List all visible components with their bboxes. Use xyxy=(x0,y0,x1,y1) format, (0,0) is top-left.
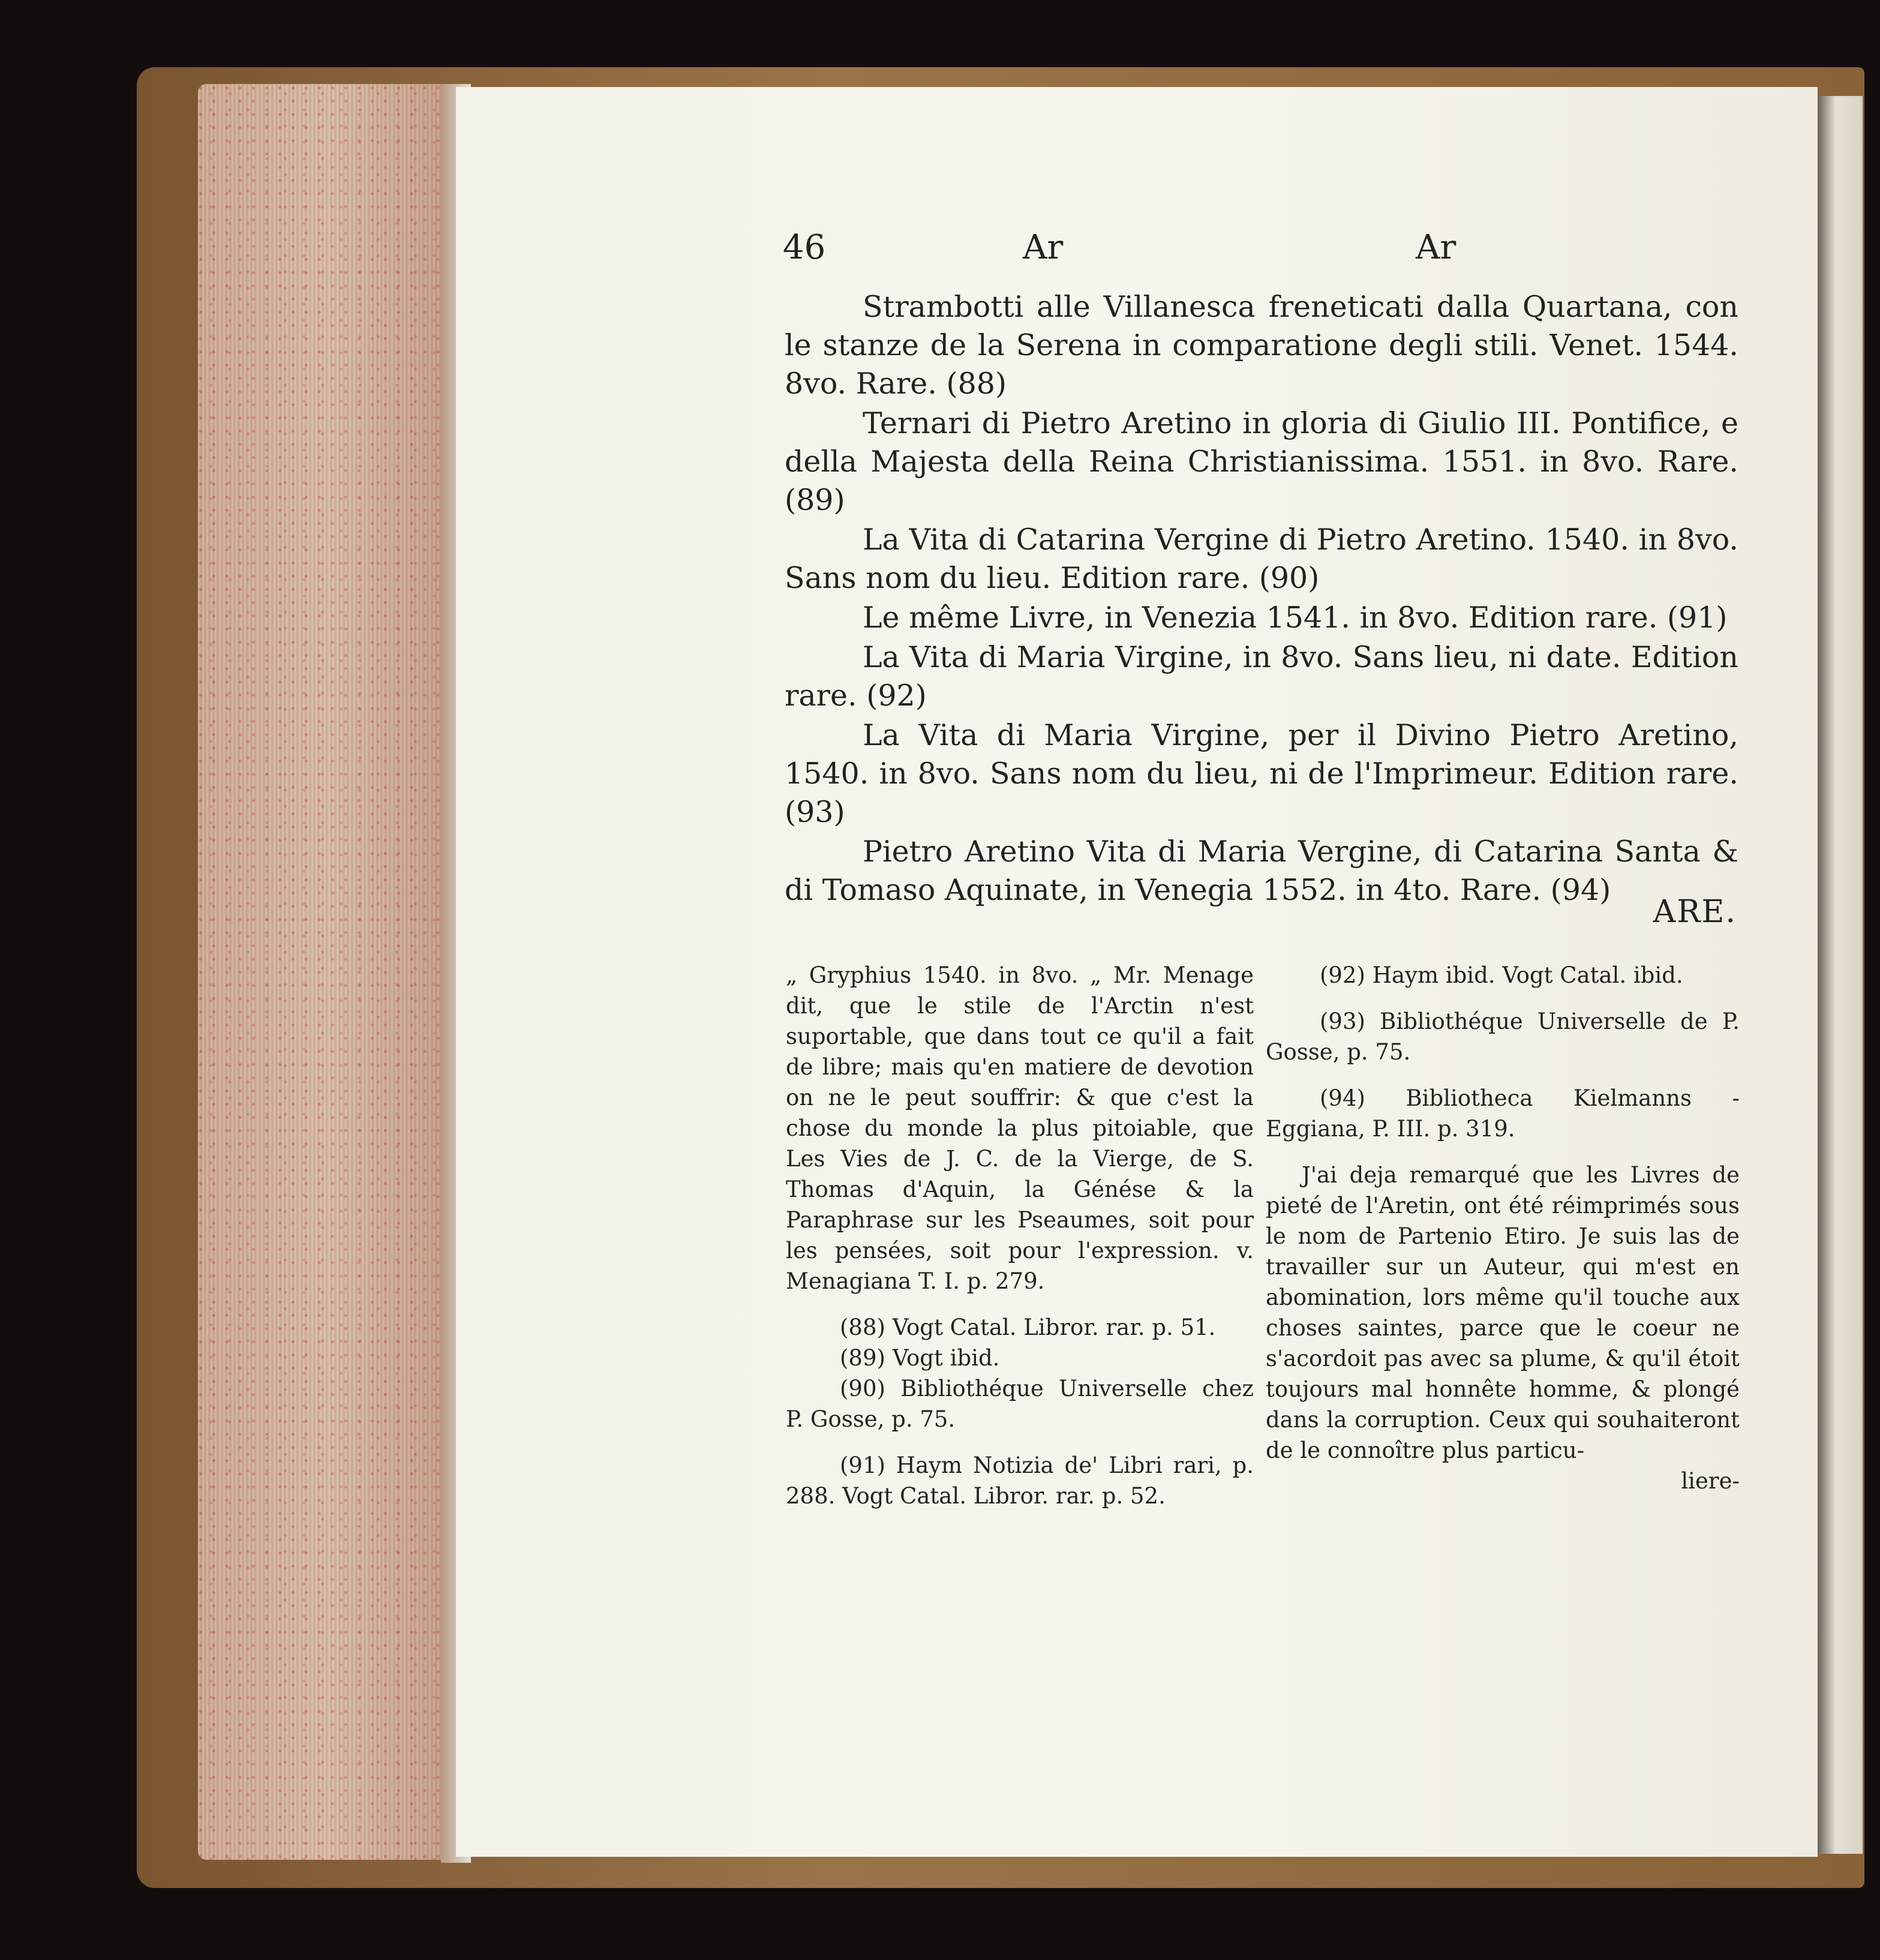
footnotes-left-column xyxy=(786,960,1254,1527)
catchword: ARE. xyxy=(1653,894,1737,930)
footnote-91: (91) Haym Notizia de' Libri rari, p. 288. Vogt Catal. Libror. rar. p. 52. xyxy=(786,1452,1254,1509)
footnote-89: (89) Vogt ibid. xyxy=(840,1345,1000,1371)
entry-88: Strambotti alle Villanesca freneticati dalla Quartana, con le stanze de la Serena in comparatione degli stili. Venet. 1544. 8vo. Rare. (88) xyxy=(785,290,1738,401)
entry-89: Ternari di Pietro Aretino in gloria di Giulio III. Pontifice, e della Majesta della Reina Christianissima. 1551. in 8vo. Rare. (89) xyxy=(785,406,1738,517)
bibliography-entries xyxy=(785,288,1738,910)
footnote-90: (90) Bibliothéque Universelle chez P. Gosse, p. 75. xyxy=(786,1376,1254,1432)
footnote-93: (93) Bibliothéque Universelle de P. Gosse, p. 75. xyxy=(1266,1008,1740,1065)
entry-94: Pietro Aretino Vita di Maria Vergine, di Catarina Santa & di Tomaso Aquinate, in Venegia 1552. in 4to. Rare. (94) xyxy=(785,835,1738,907)
header-left: Ar xyxy=(1023,228,1064,267)
entry-91: Le même Livre, in Venezia 1541. in 8vo. Edition rare. (91) xyxy=(863,601,1728,635)
page-block-edge xyxy=(198,84,462,1860)
entry-90: La Vita di Catarina Vergine di Pietro Aretino. 1540. in 8vo. Sans nom du lieu. Edition rare. (90) xyxy=(785,523,1738,595)
running-header xyxy=(456,228,1818,276)
entry-92: La Vita di Maria Virgine, in 8vo. Sans lieu, ni date. Edition rare. (92) xyxy=(785,640,1738,713)
last-word: liere- xyxy=(1681,1468,1740,1494)
footnotes-right-column xyxy=(1266,960,1740,1512)
header-right: Ar xyxy=(1416,228,1456,267)
commentary-paragraph: J'ai deja remarqué que les Livres de pieté de l'Aretin, ont été réimprimés sous le nom de Partenio Etiro. Je suis las de travailler sur un Auteur, qui m'est en abomination, lors même qu'il touche aux choses saintes, parce que le coeur ne s'acordoit pas avec sa plume, & qu'il étoit toujours mal honnête homme, & plongé dans la corruption. Ceux qui souhaiteront de le connoître plus particu- xyxy=(1266,1162,1740,1463)
page-number: 46 xyxy=(783,228,826,267)
footnote-92: (92) Haym ibid. Vogt Catal. ibid. xyxy=(1320,962,1683,988)
footnote-94: (94) Bibliotheca Kielmanns - Eggiana, P. III. p. 319. xyxy=(1266,1085,1740,1142)
facing-page-edge xyxy=(1818,96,1863,1854)
book-page xyxy=(456,87,1818,1857)
menage-quote-note: „ Gryphius 1540. in 8vo. „ Mr. Menage dit, que le stile de l'Arctin n'est suportable, que dans tout ce qu'il a fait de libre; mais qu'en matiere de devotion on ne le peut souffrir: & que c'est la chose du monde la plus pitoiable, que Les Vies de J. C. de la Vierge, de S. Thomas d'Aquin, la Génése & la Paraphrase sur les Pseaumes, soit pour les pensées, soit pour l'expression. v. Menagiana T. I. p. 279. xyxy=(786,962,1254,1294)
entry-93: La Vita di Maria Virgine, per il Divino Pietro Aretino, 1540. in 8vo. Sans nom du lieu, ni de l'Imprimeur. Edition rare. (93) xyxy=(785,718,1738,829)
footnote-88: (88) Vogt Catal. Libror. rar. p. 51. xyxy=(840,1314,1216,1340)
